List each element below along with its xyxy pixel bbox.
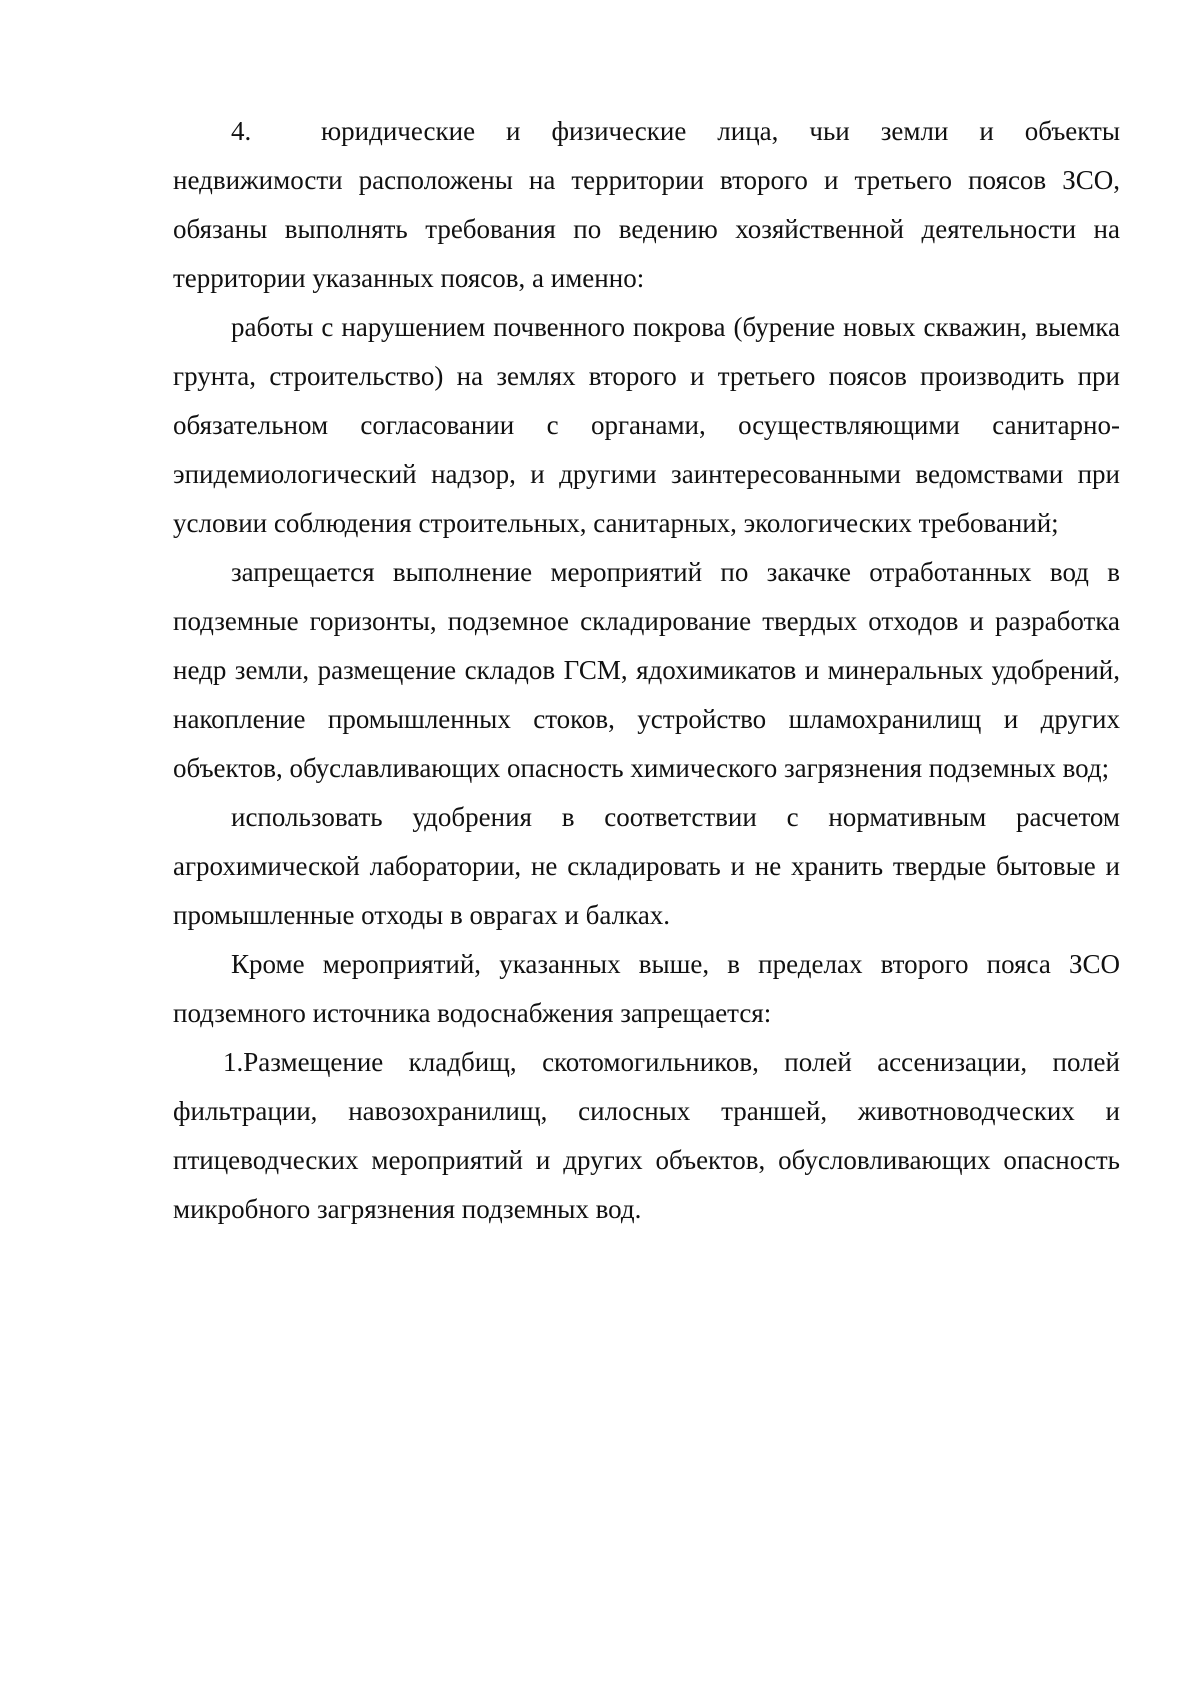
document-body [173,107,1120,1234]
paragraph-soil-works: работы с нарушением почвенного покрова (бурение новых скважин, выемка грунта, строительство) на землях второго и третьего поясов производить при обязательном согласовании с органами, осуществляющими санитарно-эпидемиологический надзор, и другими заинтересованными ведомствами при условии соблюдения строительных, санитарных, экологических требований; [173,312,1120,538]
paragraph-second-belt: Кроме мероприятий, указанных выше, в пределах второго пояса ЗСО подземного источника водоснабжения запрещается: [173,949,1120,1028]
item-4-text: юридические и физические лица, чьи земли и объекты недвижимости расположены на территории второго и третьего поясов ЗСО, обязаны выполнять требования по ведению хозяйственной деятельности на территории указанных поясов, а именно: [173,116,1120,293]
paragraph-prohibited-activities: запрещается выполнение мероприятий по закачке отработанных вод в подземные горизонты, подземное складирование твердых отходов и разработка недр земли, размещение складов ГСМ, ядохимикатов и минеральных удобрений, накопление промышленных стоков, устройство шламохранилищ и других объектов, обуславливающих опасность химического загрязнения подземных вод; [173,557,1120,783]
list-item-1: 1.Размещение кладбищ, скотомогильников, полей ассенизации, полей фильтрации, навозохранилищ, силосных траншей, животноводческих и птицеводческих мероприятий и других объектов, обусловливающих опасность микробного загрязнения подземных вод. [173,1047,1120,1224]
item-4-number: 4. [231,116,252,146]
paragraph-item-4 [173,107,1120,303]
paragraph-fertilizers: использовать удобрения в соответствии с нормативным расчетом агрохимической лаборатории, не складировать и не хранить твердые бытовые и промышленные отходы в оврагах и балках. [173,802,1120,930]
